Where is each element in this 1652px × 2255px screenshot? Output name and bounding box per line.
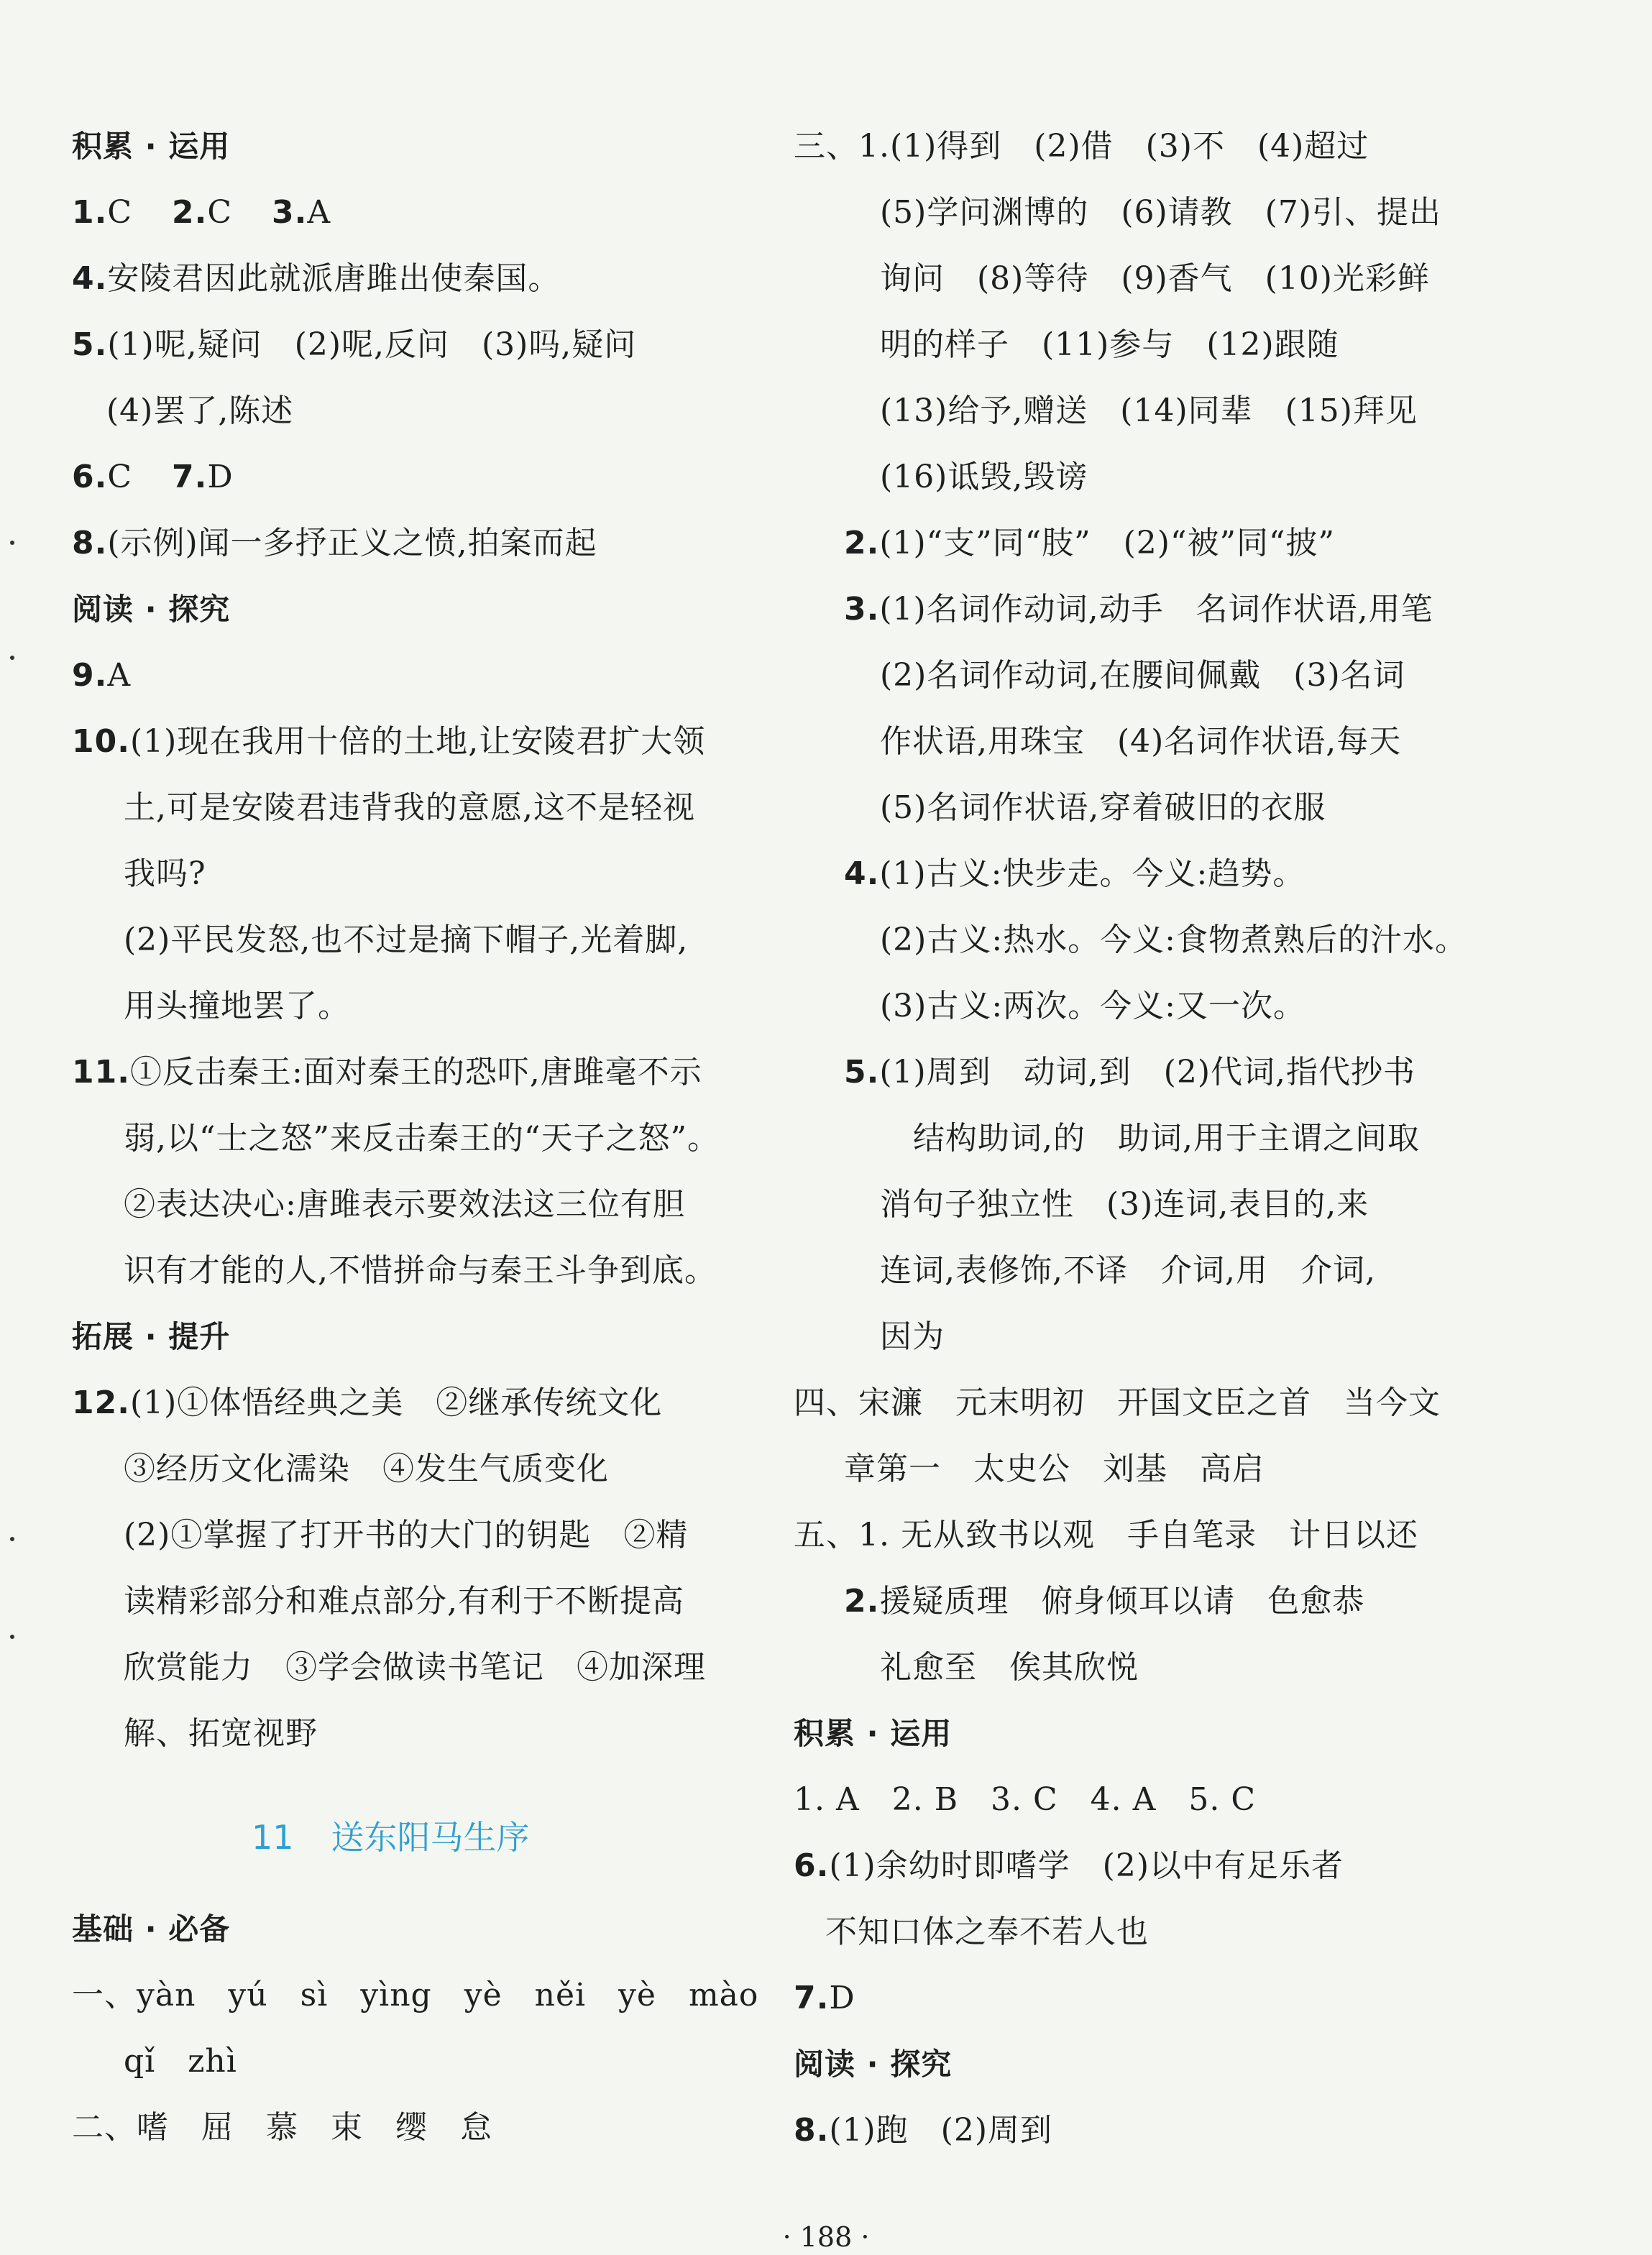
answer-line: 明的样子 (11)参与 (12)跟随: [880, 326, 1339, 363]
answer-line: 五、1. 无从致书以观 手自笔录 计日以还: [794, 1517, 1418, 1553]
answer-line: 5.(1)呢,疑问 (2)呢,反问 (3)吗,疑问: [72, 326, 637, 363]
answer-line: (3)古义:两次。今义:又一次。: [880, 988, 1305, 1024]
answer-line: (16)诋毁,毁谤: [880, 459, 1088, 495]
section-heading-extend: 拓展 · 提升: [72, 1319, 231, 1354]
answer-line: 结构助词,的 助词,用于主谓之间取: [913, 1120, 1420, 1157]
page-number: · 188 ·: [782, 2221, 870, 2253]
answer-line: qǐ zhì: [124, 2043, 237, 2080]
answer-line: 1.C 2.C 3.A: [72, 194, 331, 231]
answer-line: 5.(1)周到 动词,到 (2)代词,指代抄书: [844, 1054, 1415, 1090]
answer-line: 6.C 7.D: [72, 459, 234, 495]
answer-line: ③经历文化濡染 ④发生气质变化: [124, 1451, 609, 1487]
answer-line: 作状语,用珠宝 (4)名词作状语,每天: [880, 723, 1402, 760]
section-heading-accumulate: 积累 · 运用: [72, 129, 231, 164]
answer-line: 弱,以“士之怒”来反击秦王的“天子之怒”。: [124, 1120, 720, 1157]
answer-line: ②表达决心:唐雎表示要效法这三位有胆: [124, 1186, 685, 1223]
answer-line: (2)古义:热水。今义:食物煮熟后的汁水。: [880, 922, 1467, 958]
answer-line: (2)①掌握了打开书的大门的钥匙 ②精: [124, 1517, 689, 1553]
answer-line: (13)给予,赠送 (14)同辈 (15)拜见: [880, 392, 1418, 429]
margin-mark: [10, 541, 14, 545]
answer-line: (4)罢了,陈述: [106, 392, 294, 429]
answer-line: (5)名词作状语,穿着破旧的衣服: [880, 789, 1326, 826]
answer-line: 11.①反击秦王:面对秦王的恐吓,唐雎毫不示: [72, 1054, 702, 1090]
answer-line: 8.(示例)闻一多抒正义之愤,拍案而起: [72, 525, 597, 561]
answer-line: 12.(1)①体悟经典之美 ②继承传统文化: [72, 1384, 663, 1421]
section-heading-reading: 阅读 · 探究: [72, 592, 231, 627]
answer-line: (5)学问渊博的 (6)请教 (7)引、提出: [880, 194, 1441, 231]
answer-line: 不知口体之奉不若人也: [825, 1914, 1149, 1950]
answer-line: 章第一 太史公 刘基 高启: [844, 1451, 1265, 1487]
lesson-title: 11 送东阳马生序: [252, 1818, 530, 1857]
answer-line: 4.安陵君因此就派唐雎出使秦国。: [72, 260, 561, 297]
answer-line: 10.(1)现在我用十倍的土地,让安陵君扩大领: [72, 723, 706, 760]
answer-line: 礼愈至 俟其欣悦: [880, 1649, 1139, 1686]
answer-line: (2)平民发怒,也不过是摘下帽子,光着脚,: [124, 922, 689, 958]
answer-line: 一、yàn yú sì yìng yè něi yè mào: [72, 1977, 759, 2013]
answer-line: 欣赏能力 ③学会做读书笔记 ④加深理: [124, 1649, 706, 1686]
margin-mark: [10, 1635, 14, 1639]
margin-mark: [10, 1537, 14, 1541]
answer-line: 9.A: [72, 657, 132, 694]
section-heading-reading-2: 阅读 · 探究: [794, 2047, 953, 2082]
answer-line: 4.(1)古义:快步走。今义:趋势。: [844, 855, 1305, 892]
answer-line: 三、1.(1)得到 (2)借 (3)不 (4)超过: [794, 128, 1369, 165]
answer-line: 8.(1)跑 (2)周到: [794, 2112, 1052, 2149]
answer-line: 3.(1)名词作动词,动手 名词作状语,用笔: [844, 591, 1433, 628]
answer-line: 2.(1)“支”同“肢” (2)“被”同“披”: [844, 525, 1335, 561]
answer-line: 解、拓宽视野: [124, 1715, 318, 1752]
answer-line: 消句子独立性 (3)连词,表目的,来: [880, 1186, 1369, 1223]
answer-line: 7.D: [794, 1980, 855, 2016]
answer-line: 土,可是安陵君违背我的意愿,这不是轻视: [124, 789, 695, 826]
answer-line: 用头撞地罢了。: [124, 988, 350, 1024]
answer-line: 识有才能的人,不惜拼命与秦王斗争到底。: [124, 1252, 717, 1289]
answer-line: 1. A 2. B 3. C 4. A 5. C: [794, 1781, 1257, 1818]
answer-line: (2)名词作动词,在腰间佩戴 (3)名词: [880, 657, 1405, 694]
answer-line: 询问 (8)等待 (9)香气 (10)光彩鲜: [880, 260, 1430, 297]
section-heading-basics: 基础 · 必备: [72, 1911, 231, 1947]
answer-line: 因为: [880, 1318, 945, 1355]
answer-line: 我吗?: [124, 855, 206, 892]
answer-line: 二、嗜 屈 慕 束 缨 怠: [72, 2109, 492, 2146]
answer-line: 2.援疑质理 俯身倾耳以请 色愈恭: [844, 1583, 1365, 1620]
section-heading-accumulate-2: 积累 · 运用: [794, 1716, 953, 1751]
answer-line: 6.(1)余幼时即嗜学 (2)以中有足乐者: [794, 1847, 1344, 1884]
answer-line: 读精彩部分和难点部分,有利于不断提高: [124, 1583, 684, 1620]
answer-line: 连词,表修饰,不译 介词,用 介词,: [880, 1252, 1376, 1289]
answer-line: 四、宋濂 元末明初 开国文臣之首 当今文: [794, 1384, 1441, 1421]
margin-mark: [10, 656, 14, 660]
